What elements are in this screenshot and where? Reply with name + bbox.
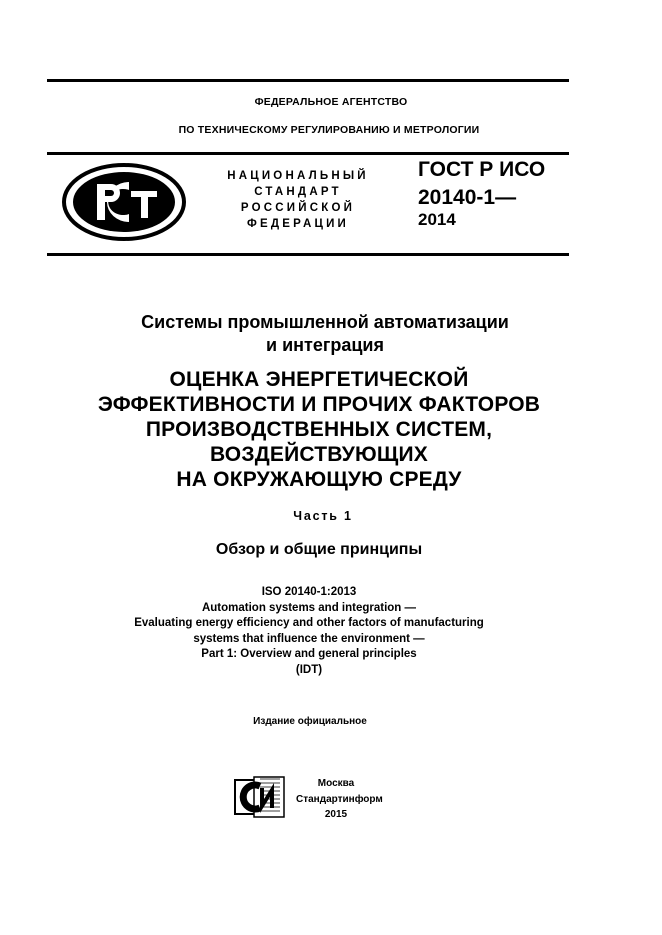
standard-designation-year: 2014 xyxy=(418,210,456,229)
subtitle-line-1: Системы промышленной автоматизации xyxy=(141,312,509,332)
main-title xyxy=(0,367,650,492)
rst-logo xyxy=(61,162,187,247)
standard-designation-line-1: ГОСТ Р ИСО xyxy=(418,158,546,181)
publisher-info xyxy=(296,776,383,823)
national-line-3: РОССИЙСКОЙ xyxy=(240,202,356,214)
main-title-line-4: ВОЗДЕЙСТВУЮЩИХ xyxy=(209,443,429,466)
subtitle-line-2: и интеграция xyxy=(266,335,384,355)
publication-year: 2015 xyxy=(324,809,348,820)
official-edition: Издание официальное xyxy=(253,716,367,727)
iso-line-2: Automation systems and integration — xyxy=(201,601,417,614)
upper-rule xyxy=(47,152,569,155)
national-line-2: СТАНДАРТ xyxy=(254,186,342,198)
main-title-line-1: ОЦЕНКА ЭНЕРГЕТИЧЕСКОЙ xyxy=(169,368,469,391)
agency-line-2: ПО ТЕХНИЧЕСКОМУ РЕГУЛИРОВАНИЮ И МЕТРОЛОГИИ xyxy=(178,124,480,136)
standartinform-logo xyxy=(234,776,286,825)
publisher-name: Стандартинформ xyxy=(296,793,383,805)
part-title: Обзор и общие принципы xyxy=(215,541,423,558)
iso-line-5: Part 1: Overview and general principles xyxy=(201,648,417,660)
publisher-city: Москва xyxy=(317,778,355,789)
iso-line-3: Evaluating energy efficiency and other factors of manufacturing xyxy=(134,617,484,629)
agency-line-1: ФЕДЕРАЛЬНОЕ АГЕНТСТВО xyxy=(254,96,408,108)
national-standard-label xyxy=(218,168,378,232)
main-title-line-5: НА ОКРУЖАЮЩУЮ СРЕДУ xyxy=(176,468,462,491)
standard-designation-line-2: 20140-1— xyxy=(418,186,517,209)
part-number: Часть 1 xyxy=(293,509,353,523)
iso-line-1: ISO 20140-1:2013 xyxy=(261,586,357,598)
iso-reference xyxy=(0,585,640,678)
iso-line-4: systems that influence the environment — xyxy=(193,632,425,645)
national-line-1: НАЦИОНАЛЬНЫЙ xyxy=(227,170,369,182)
subtitle xyxy=(0,311,656,357)
main-title-line-2: ЭФФЕКТИВНОСТИ И ПРОЧИХ ФАКТОРОВ xyxy=(97,393,541,416)
top-rule xyxy=(47,79,569,82)
iso-line-6: (IDT) xyxy=(295,663,323,676)
main-title-line-3: ПРОИЗВОДСТВЕННЫХ СИСТЕМ, xyxy=(145,418,493,441)
national-line-4: ФЕДЕРАЦИИ xyxy=(246,218,350,230)
lower-rule xyxy=(47,253,569,256)
